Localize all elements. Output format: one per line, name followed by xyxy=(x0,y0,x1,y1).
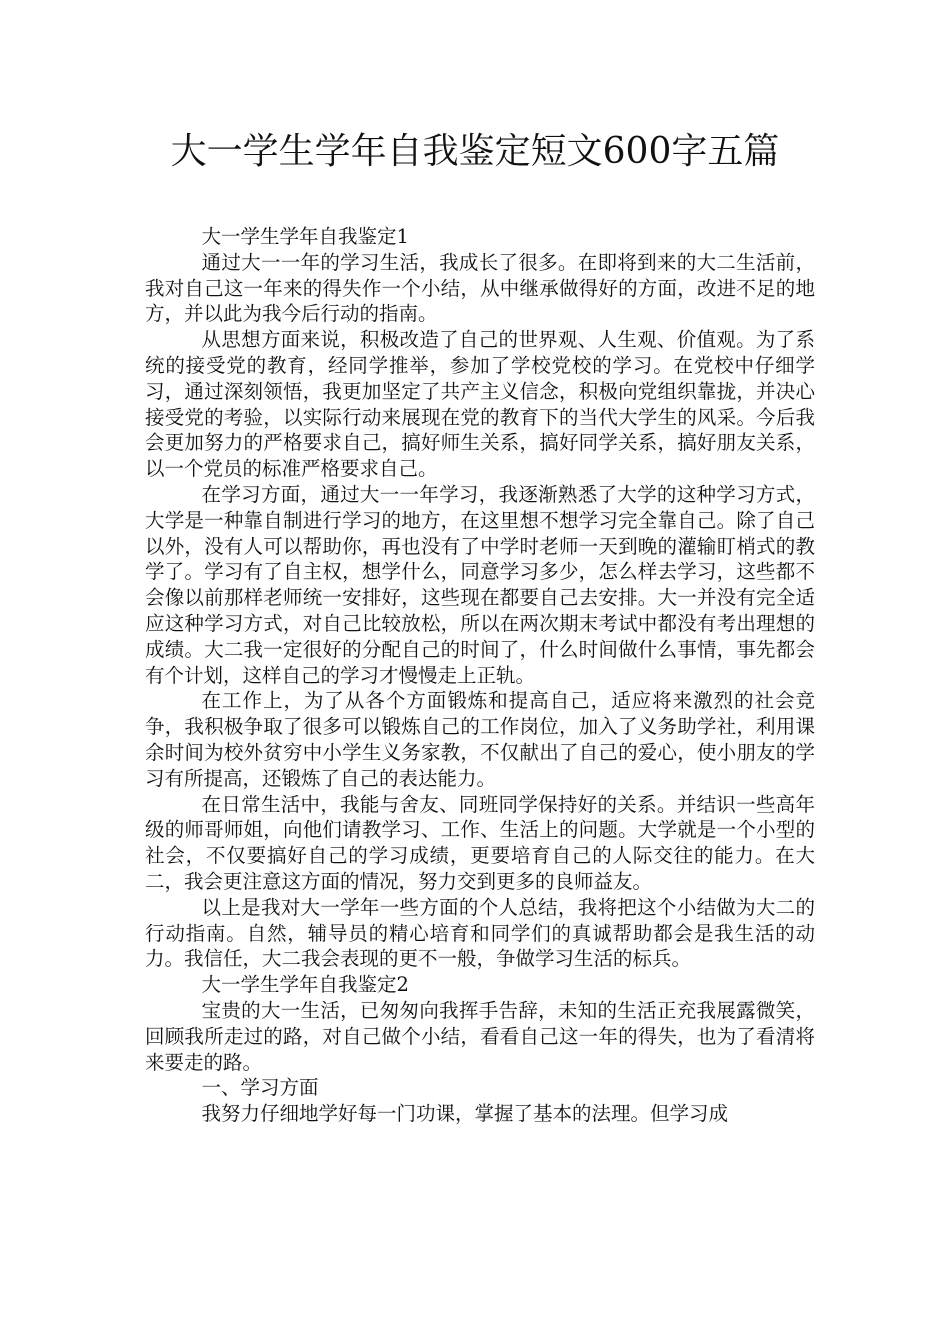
paragraph: 从思想方面来说，积极改造了自己的世界观、人生观、价值观。为了系统的接受党的教育，经同学推举，参加了学校党校的学习。在党校中仔细学习，通过深刻领悟，我更加坚定了共产主义信念，积极向党组织靠拢，并决心接受党的考验，以实际行动来展现在党的教育下的当代大学生的风采。今后我会更加努力的严格要求自己，搞好师生关系，搞好同学关系，搞好朋友关系，以一个党员的标准严格要求自己。 xyxy=(145,328,815,481)
document-body xyxy=(145,224,815,1127)
paragraph: 在工作上，为了从各个方面锻炼和提高自己，适应将来激烈的社会竞争，我积极争取了很多可以锻炼自己的工作岗位，加入了义务助学社，利用课余时间为校外贫穷中小学生义务家教，不仅献出了自己的爱心，使小朋友的学习有所提高，还锻炼了自己的表达能力。 xyxy=(145,689,815,790)
paragraph: 以上是我对大一学年一些方面的个人总结，我将把这个小结做为大二的行动指南。自然，辅导员的精心培育和同学们的真诚帮助都会是我生活的动力。我信任，大二我会表现的更不一般，争做学习生活的标兵。 xyxy=(145,895,815,971)
paragraph: 在日常生活中，我能与舍友、同班同学保持好的关系。并结识一些高年级的师哥师姐，向他们请教学习、工作、生活上的问题。大学就是一个小型的社会，不仅要搞好自己的学习成绩，更要培育自己的人际交往的能力。在大二，我会更注意这方面的情况，努力交到更多的良师益友。 xyxy=(145,792,815,893)
paragraph: 在学习方面，通过大一一年学习，我逐渐熟悉了大学的这种学习方式，大学是一种靠自制进行学习的地方，在这里想不想学习完全靠自己。除了自己以外，没有人可以帮助你，再也没有了中学时老师一天到晚的灌输盯梢式的教学了。学习有了自主权，想学什么，同意学习多少，怎么样去学习，这些都不会像以前那样老师统一安排好，这些现在都要自己去安排。大一并没有完全适应这种学习方式，对自己比较放松，所以在两次期末考试中都没有考出理想的成绩。大二我一定很好的分配自己的时间了，什么时间做什么事情，事先都会有个计划，这样自己的学习才慢慢走上正轨。 xyxy=(145,482,815,687)
paragraph: 我努力仔细地学好每一门功课，掌握了基本的法理。但学习成 xyxy=(201,1102,729,1126)
subsection-heading: 一、学习方面 xyxy=(201,1076,319,1100)
document-title: 大一学生学年自我鉴定短文600字五篇 xyxy=(170,131,780,172)
section-heading: 大一学生学年自我鉴定2 xyxy=(201,973,409,997)
paragraph: 通过大一一年的学习生活，我成长了很多。在即将到来的大二生活前，我对自己这一年来的得失作一个小结，从中继承做得好的方面，改进不足的地方，并以此为我今后行动的指南。 xyxy=(145,250,815,326)
section-heading: 大一学生学年自我鉴定1 xyxy=(201,225,409,248)
paragraph: 宝贵的大一生活，已匆匆向我挥手告辞，未知的生活正充我展露微笑，回顾我所走过的路，对自己做个小结，看看自己这一年的得失，也为了看清将来要走的路。 xyxy=(145,998,815,1074)
